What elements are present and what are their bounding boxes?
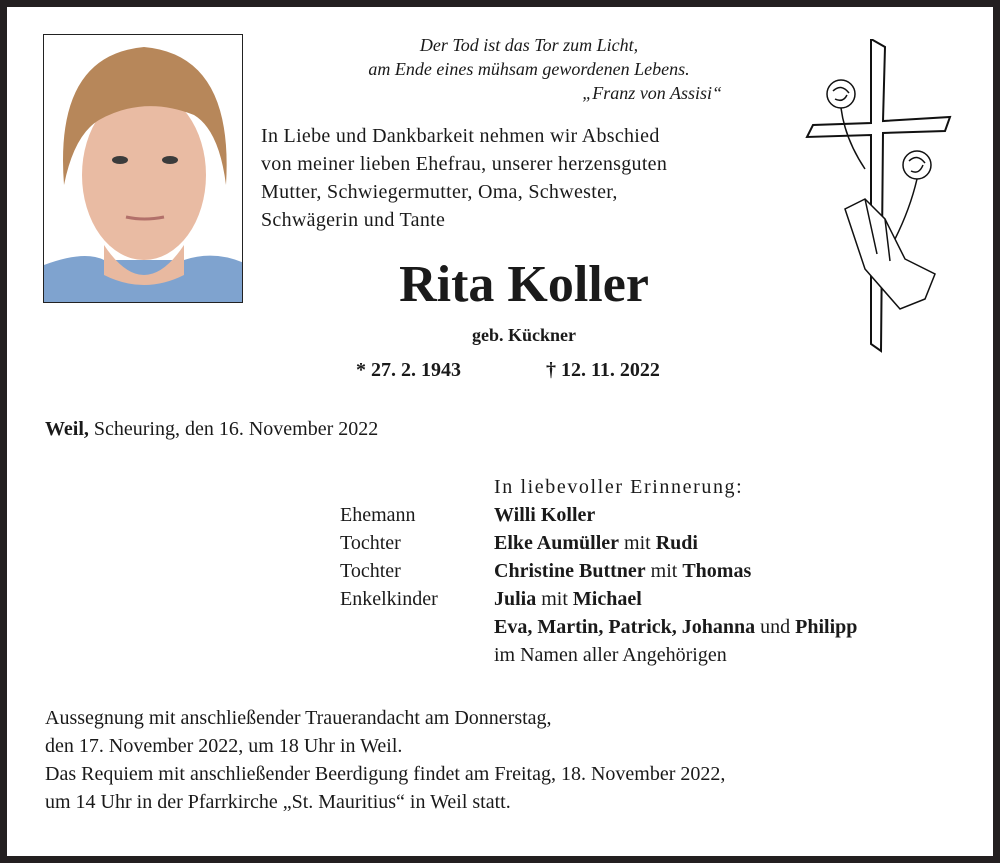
mourner-name: Philipp [795, 616, 858, 638]
mourner-name: Eva, Martin, Patrick, Johanna [494, 616, 756, 638]
mourner-name: Rudi [655, 532, 698, 554]
death-date: † 12. 11. 2022 [546, 359, 660, 381]
connector-text: und [755, 616, 796, 638]
mourners-heading: In liebevoller Erinnerung: [494, 476, 744, 498]
mourner-name: Willi Koller [494, 504, 596, 526]
deceased-name: Rita Koller [399, 256, 649, 313]
mourner-names [494, 588, 642, 611]
service-line: den 17. November 2022, um 18 Uhr in Weil. [45, 735, 403, 757]
quote-line: am Ende eines mühsam gewordenen Lebens. [368, 59, 690, 79]
mourner-name: Christine Buttner [494, 560, 646, 582]
mourner-relation: Ehemann [340, 504, 416, 526]
connector-text: mit [536, 588, 573, 610]
place: Weil, [45, 418, 89, 440]
place-date [45, 418, 378, 441]
quote-line: Der Tod ist das Tor zum Licht, [419, 35, 639, 55]
intro-line: Mutter, Schwiegermutter, Oma, Schwester, [261, 181, 618, 203]
mourner-name: Thomas [682, 560, 752, 582]
mourner-names [494, 616, 857, 639]
connector-text: mit [645, 560, 683, 582]
service-line: Das Requiem mit anschließender Beerdigung findet am Freitag, 18. November 2022, [45, 763, 726, 785]
birth-name: geb. Kückner [471, 325, 576, 345]
connector-text: mit [619, 532, 656, 554]
intro-line: In Liebe und Dankbarkeit nehmen wir Abschied [261, 125, 660, 147]
service-line: um 14 Uhr in der Pfarrkirche „St. Mauritius“ in Weil statt. [45, 791, 511, 813]
service-line: Aussegnung mit anschließender Trauerandacht am Donnerstag, [45, 707, 552, 729]
mourner-name: Julia [494, 588, 537, 610]
mourner-name: Elke Aumüller [494, 532, 620, 554]
mourner-relation: Tochter [340, 560, 401, 582]
mourner-names [494, 532, 698, 555]
intro-line: von meiner lieben Ehefrau, unserer herzensguten [261, 153, 668, 175]
mourner-names [494, 504, 595, 527]
birth-date: * 27. 2. 1943 [356, 359, 461, 381]
mourner-relation: Enkelkinder [340, 588, 438, 610]
quote-author: „Franz von Assisi“ [582, 83, 722, 103]
mourner-name: Michael [572, 588, 642, 610]
connector-text: im Namen aller Angehörigen [494, 644, 727, 666]
cross-praying-hands-icon [805, 39, 955, 358]
portrait-photo [43, 34, 243, 303]
mourner-names [494, 644, 727, 667]
mourner-names [494, 560, 751, 583]
mourner-relation: Tochter [340, 532, 401, 554]
intro-line: Schwägerin und Tante [261, 209, 446, 231]
place-date-text: Scheuring, den 16. November 2022 [88, 418, 379, 440]
